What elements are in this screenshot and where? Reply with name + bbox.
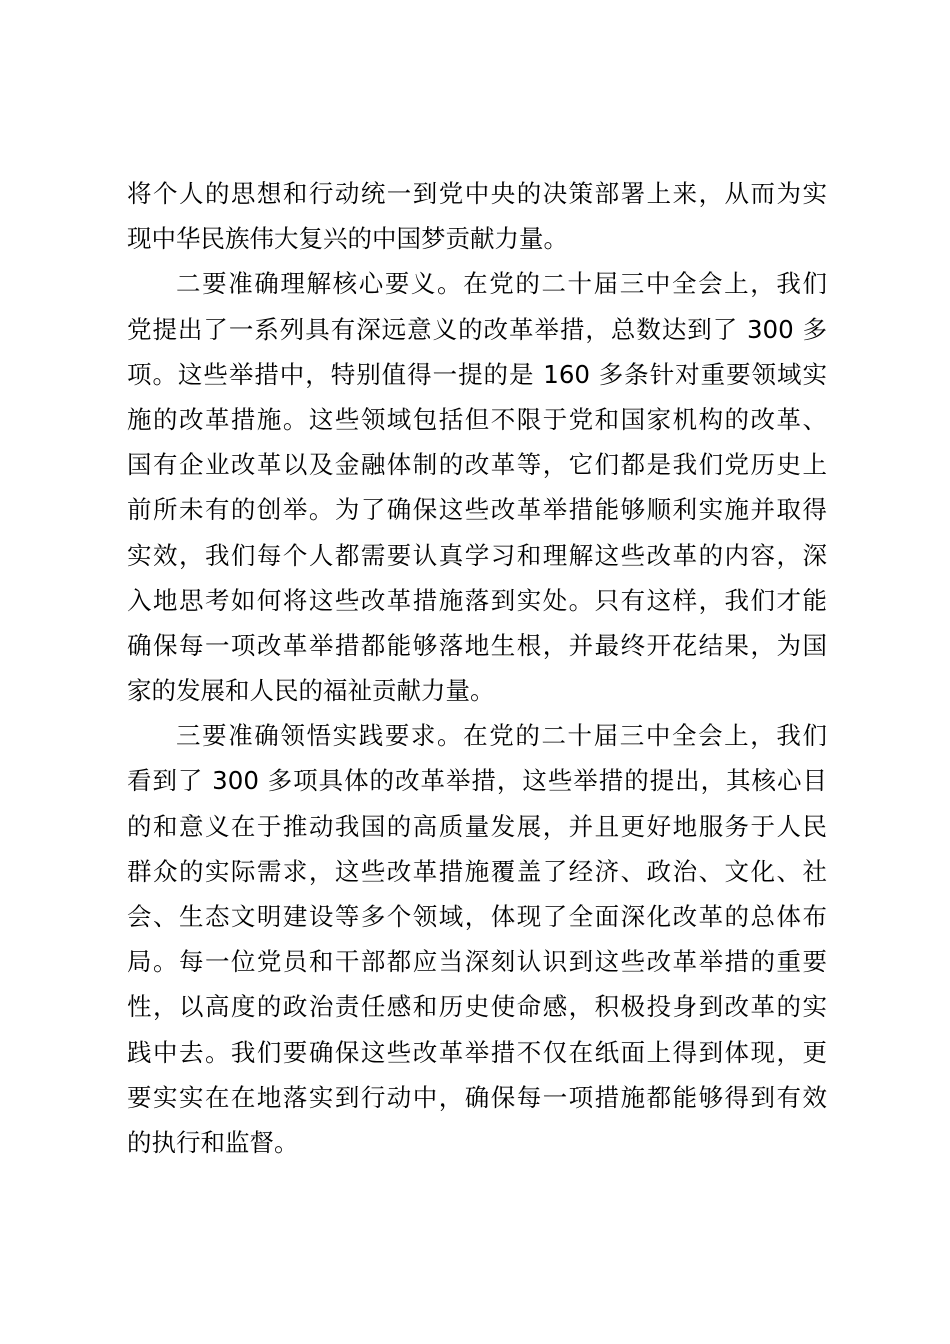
text-line: 二要准确理解核心要义。在党的二十届三中全会上，我们: [176, 269, 827, 299]
text-line: 项。这些举措中，特别值得一提的是 160 多条针对重要领域实: [127, 359, 827, 389]
paragraph-3: [127, 713, 827, 1165]
text-line: 局。每一位党员和干部都应当深刻认识到这些改革举措的重要: [127, 947, 827, 977]
text-line: 实效，我们每个人都需要认真学习和理解这些改革的内容，深: [127, 540, 827, 570]
text-line: 要实实在在地落实到行动中，确保每一项措施都能够得到有效: [127, 1082, 827, 1112]
text-line: 看到了 300 多项具体的改革举措，这些举措的提出，其核心目: [127, 766, 827, 796]
text-line: 群众的实际需求，这些改革措施覆盖了经济、政治、文化、社: [127, 856, 827, 886]
text-line: 确保每一项改革举措都能够落地生根，并最终开花结果，为国: [127, 630, 827, 660]
text-line: 党提出了一系列具有深远意义的改革举措，总数达到了 300 多: [127, 314, 827, 344]
document-body: [127, 171, 827, 1165]
text-line: 性，以高度的政治责任感和历史使命感，积极投身到改革的实: [127, 992, 827, 1022]
text-line: 会、生态文明建设等多个领域，体现了全面深化改革的总体布: [127, 902, 827, 931]
text-line: 的执行和监督。: [127, 1127, 299, 1157]
text-line: 施的改革措施。这些领域包括但不限于党和国家机构的改革、: [127, 404, 827, 434]
text-line: 将个人的思想和行动统一到党中央的决策部署上来，从而为实: [127, 179, 827, 208]
text-line: 入地思考如何将这些改革措施落到实处。只有这样，我们才能: [127, 585, 827, 615]
paragraph-2: [127, 261, 827, 713]
text-line: 的和意义在于推动我国的高质量发展，并且更好地服务于人民: [127, 811, 827, 841]
text-line: 践中去。我们要确保这些改革举措不仅在纸面上得到体现，更: [127, 1037, 827, 1067]
text-line: 三要准确领悟实践要求。在党的二十届三中全会上，我们: [176, 721, 827, 751]
text-line: 现中华民族伟大复兴的中国梦贡献力量。: [127, 224, 568, 254]
text-line: 家的发展和人民的福祉贡献力量。: [127, 676, 495, 706]
text-line: 前所未有的创举。为了确保这些改革举措能够顺利实施并取得: [127, 495, 827, 525]
paragraph-1: [127, 171, 827, 261]
text-line: 国有企业改革以及金融体制的改革等，它们都是我们党历史上: [127, 450, 827, 480]
